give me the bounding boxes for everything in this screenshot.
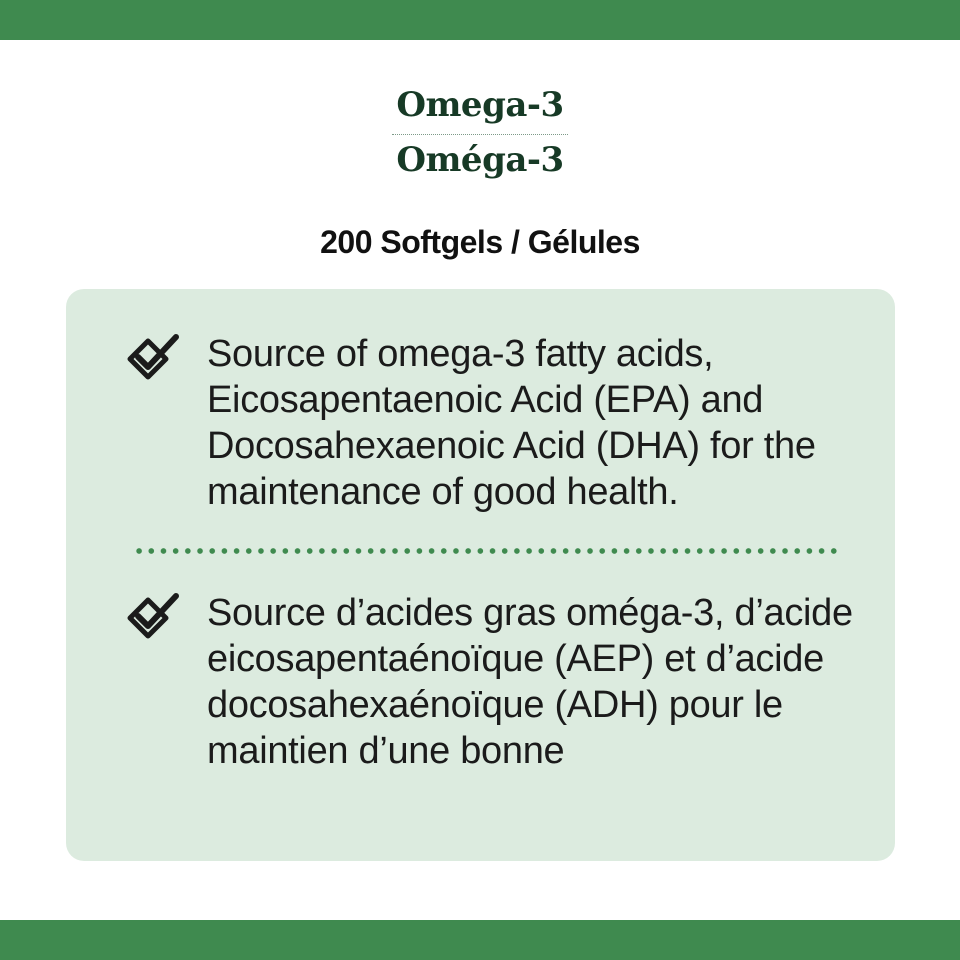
product-title xyxy=(0,84,960,181)
dotted-divider xyxy=(133,548,837,554)
checkbox-check-icon xyxy=(124,592,188,648)
checkbox-check-icon xyxy=(124,333,188,389)
title-french: Oméga-3 xyxy=(396,140,564,180)
title-divider xyxy=(392,134,568,135)
title-english: Omega-3 xyxy=(396,85,564,125)
softgel-count: 200 Softgels / Gélules xyxy=(320,224,640,260)
top-band xyxy=(0,0,960,40)
bottom-band xyxy=(0,920,960,960)
claim-french-text: Source d’acides gras oméga-3, d’acide eicosapentaénoïque (AEP) et d’acide docosahexaénoïque (ADH) pour le maintien d’une bonne xyxy=(207,592,853,772)
claim-english-text: Source of omega-3 fatty acids, Eicosapentaenoic Acid (EPA) and Docosahexaenoic Acid (DHA) for the maintenance of good health. xyxy=(207,333,816,513)
